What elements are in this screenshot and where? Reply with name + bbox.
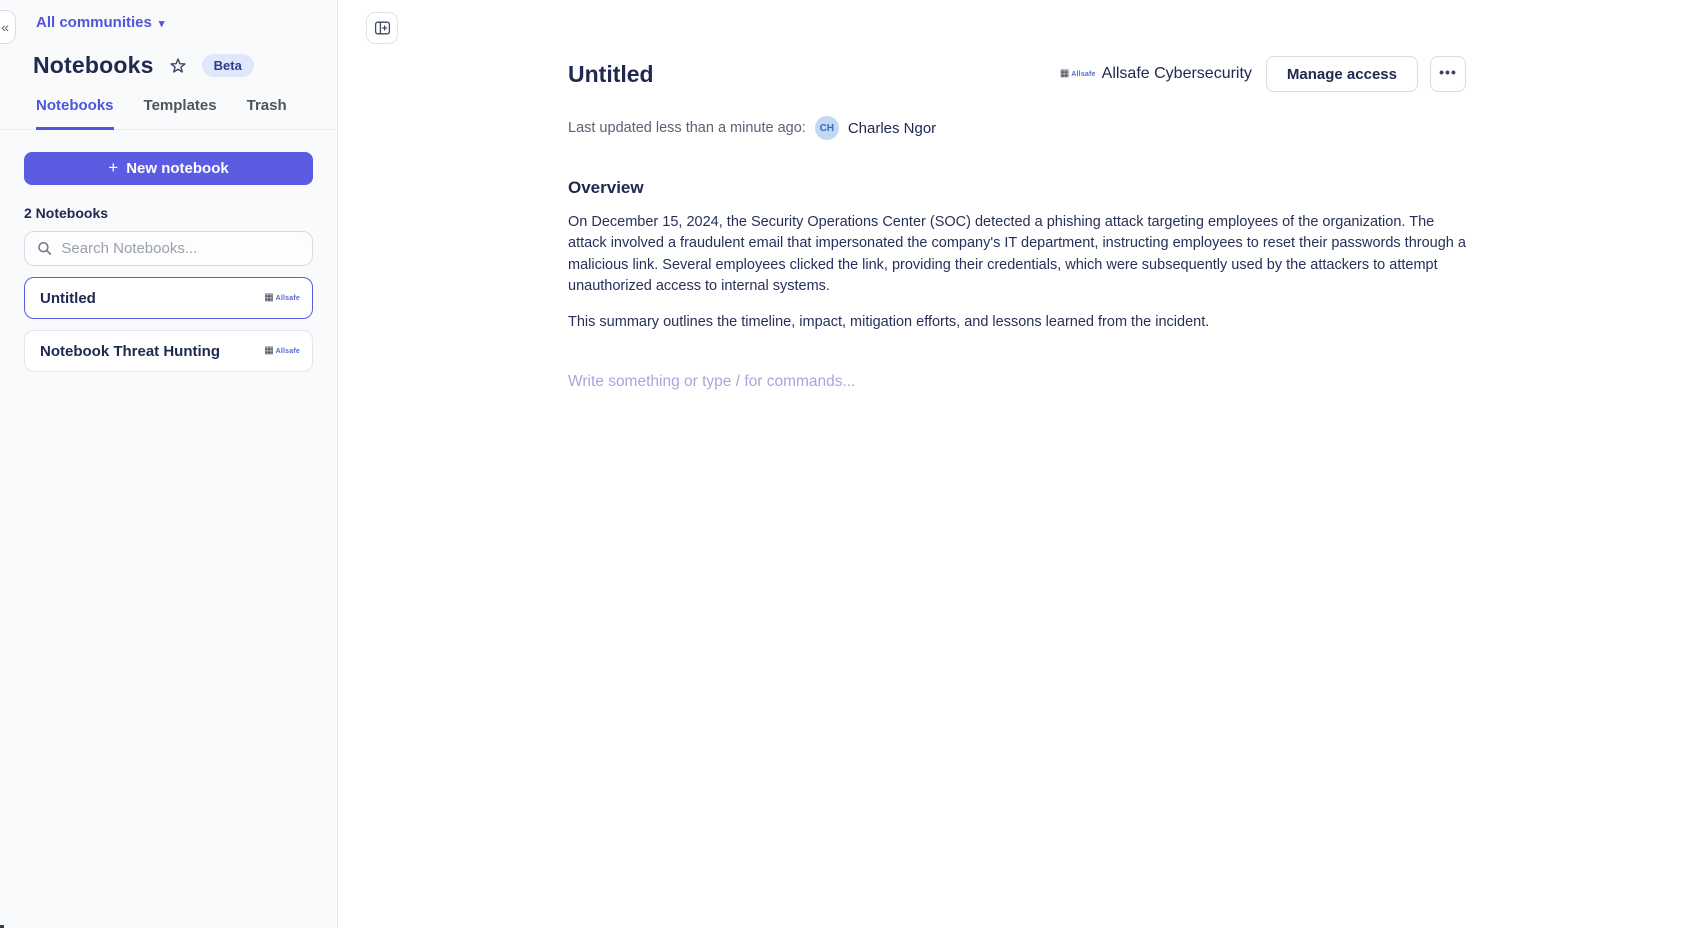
tab-trash[interactable]: Trash (246, 97, 287, 114)
notebook-count: 2 Notebooks (24, 205, 109, 221)
document-content (568, 0, 1466, 391)
paragraph: On December 15, 2024, the Security Operations Center (SOC) detected a phishing attack targeting employees of the organization. The attack involved a fraudulent email that impersonated the company's IT department, instructing employees to reset their passwords through a malicious link. Several employees clicked the link, providing their credentials, which were subsequently used by the attackers to attempt unauthorized access to internal systems. (568, 214, 1466, 295)
more-icon: ••• (1439, 64, 1457, 80)
manage-access-button[interactable]: Manage access (1266, 56, 1418, 92)
community-selector-label: All communities (36, 14, 152, 31)
main-panel (338, 0, 1696, 928)
allsafe-grid-icon: ▦ (1059, 68, 1070, 79)
document-header (568, 56, 1466, 92)
allsafe-logo-text: Allsafe (275, 347, 300, 355)
collapse-sidebar-button[interactable] (0, 10, 16, 44)
org-label (1060, 65, 1252, 83)
notebook-list-item-untitled[interactable] (24, 277, 313, 319)
section-heading: Overview (568, 178, 644, 197)
editor-placeholder[interactable]: Write something or type / for commands... (568, 373, 856, 391)
search-input[interactable] (61, 240, 300, 257)
collapse-icon: « (1, 19, 9, 35)
panel-toggle-button[interactable] (366, 12, 398, 44)
search-box (24, 231, 313, 266)
favorite-button[interactable] (168, 56, 188, 76)
new-notebook-label: New notebook (126, 160, 229, 177)
chevron-down-icon: ▾ (158, 18, 165, 30)
notebook-list-item-threat-hunting[interactable] (24, 330, 313, 372)
plus-icon: + (108, 158, 119, 177)
allsafe-logo-text: Allsafe (1071, 70, 1096, 78)
org-name: Allsafe Cybersecurity (1101, 65, 1252, 82)
document-body (568, 178, 1466, 391)
allsafe-grid-icon: ▦ (264, 292, 274, 303)
last-updated-label: Last updated less than a minute ago: (568, 120, 806, 136)
sidebar-title-row (0, 32, 337, 79)
tab-templates[interactable]: Templates (143, 97, 217, 114)
notebook-item-title: Untitled (40, 289, 96, 307)
beta-badge: Beta (202, 54, 254, 77)
allsafe-mini-logo (264, 346, 300, 356)
tab-notebooks[interactable]: Notebooks (36, 97, 114, 130)
sidebar (0, 0, 338, 928)
document-title[interactable]: Untitled (568, 60, 654, 87)
more-button[interactable] (1430, 56, 1466, 92)
star-icon (168, 56, 188, 76)
last-updated-row (568, 116, 1466, 140)
document-header-actions (1060, 56, 1466, 92)
page-title: Notebooks (33, 52, 154, 78)
allsafe-logo-text: Allsafe (275, 294, 300, 302)
panel-toggle-icon (374, 20, 391, 36)
sidebar-body (0, 130, 337, 372)
community-row (0, 0, 337, 32)
allsafe-mini-logo (264, 293, 300, 303)
author-name: Charles Ngor (847, 119, 937, 137)
paragraph: This summary outlines the timeline, impact, mitigation efforts, and lessons learned from the incident. (568, 313, 1210, 330)
allsafe-grid-icon: ▦ (264, 345, 274, 356)
notebook-item-title: Notebook Threat Hunting (40, 342, 220, 360)
allsafe-mini-logo (1060, 69, 1096, 79)
sidebar-tabs (0, 97, 337, 130)
new-notebook-button[interactable] (24, 152, 313, 185)
search-icon (37, 240, 52, 257)
avatar: CH (815, 116, 839, 140)
community-selector[interactable] (36, 14, 164, 31)
